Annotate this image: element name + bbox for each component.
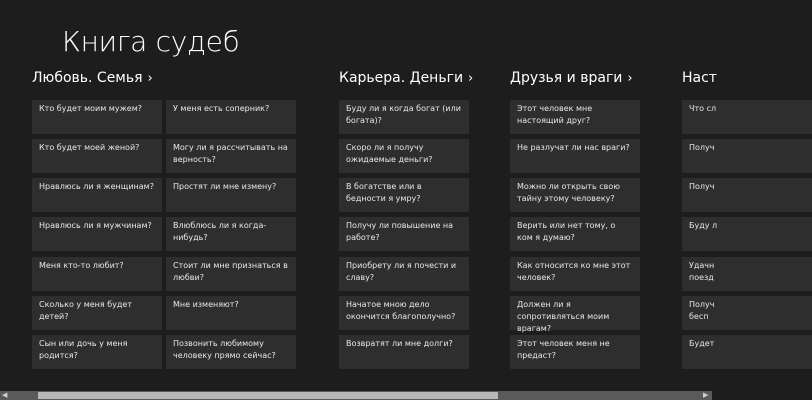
question-label: Кто будет моим мужем? [39,104,142,113]
question-tile[interactable] [510,335,640,369]
app-title: Книга судеб [62,25,240,58]
question-label: Скоро ли я получу ожидаемые деньги? [346,143,433,164]
question-label: Не разлучат ли нас враги? [517,143,630,152]
question-tile[interactable] [32,296,162,330]
question-tile[interactable] [166,257,296,291]
question-tile[interactable] [339,296,469,330]
question-label: Можно ли открыть свою тайну этому человеку? [517,182,620,203]
question-tile[interactable] [166,296,296,330]
question-tile[interactable] [32,217,162,251]
scrollbar-thumb[interactable] [38,392,498,399]
question-tile[interactable] [510,100,640,134]
question-tile[interactable] [166,139,296,173]
question-tile[interactable] [682,178,812,212]
question-label-line2: бесп [689,312,709,321]
question-tile[interactable] [510,139,640,173]
section-header-0[interactable] [32,70,153,86]
chevron-right-icon: › [468,71,474,86]
question-tile[interactable] [339,178,469,212]
question-label: Будет [689,339,715,348]
question-label: Возвратят ли мне долги? [346,339,453,348]
question-tile[interactable] [510,178,640,212]
question-label: Меня кто-то любит? [39,261,124,270]
question-label: Этот человек мне настоящий друг? [517,104,593,125]
question-label: Начатое мною дело окончится благополучно? [346,300,456,321]
question-tile[interactable] [166,217,296,251]
question-label: Буду л [689,221,718,230]
question-tile[interactable] [339,335,469,369]
question-tile[interactable] [682,335,812,369]
question-tile[interactable] [682,296,812,330]
section-header-2[interactable] [510,70,633,86]
question-tile[interactable] [682,100,812,134]
section-header-label: Карьера. Деньги [339,70,464,86]
question-label: Что сл [689,104,717,113]
question-tile[interactable] [32,257,162,291]
question-tile[interactable] [32,178,162,212]
question-label: Кто будет моей женой? [39,143,140,152]
question-tile[interactable] [682,139,812,173]
section-header-3[interactable] [682,70,717,86]
question-tile[interactable] [32,100,162,134]
chevron-right-icon: › [627,71,633,86]
question-label: Нравлюсь ли я женщинам? [39,182,154,191]
question-tile[interactable] [32,335,162,369]
question-tile[interactable] [339,100,469,134]
question-tile[interactable] [166,178,296,212]
question-label: Удачн [689,261,715,270]
question-label: Получ [689,300,715,309]
section-header-label: Друзья и враги [510,70,623,86]
question-label: В богатстве или в бедности я умру? [346,182,422,203]
question-label: Мне изменяют? [173,300,239,309]
question-tile[interactable] [166,100,296,134]
question-label: Нравлюсь ли я мужчинам? [39,221,152,230]
question-tile[interactable] [339,139,469,173]
question-tile[interactable] [32,139,162,173]
question-tile[interactable] [510,257,640,291]
question-label: У меня есть соперник? [173,104,270,113]
question-tile[interactable] [339,257,469,291]
arrow-right-icon[interactable]: ▶ [703,391,709,399]
question-label: Приобрету ли я почести и славу? [346,261,457,282]
question-label: Стоит ли мне признаться в любви? [173,261,288,282]
question-label: Этот человек меня не предаст? [517,339,610,360]
question-tile[interactable] [166,335,296,369]
question-tile[interactable] [510,296,640,333]
section-header-label: Наст [682,70,717,86]
question-label: Получу ли повышение на работе? [346,221,454,242]
question-label: Могу ли я рассчитывать на верность? [173,143,288,164]
question-label-line2: поезд [689,273,714,282]
question-tile[interactable] [339,217,469,251]
question-label: Сколько у меня будет детей? [39,300,133,321]
question-label: Сын или дочь у меня родится? [39,339,128,360]
section-header-label: Любовь. Семья [32,70,143,86]
arrow-left-icon[interactable]: ◀ [2,391,8,399]
question-label: Верить или нет тому, о ком я думаю? [517,221,616,242]
question-tile[interactable] [682,257,812,291]
question-label: Должен ли я сопротивляться моим врагам? [517,300,610,333]
question-label: Позвонить любимому человеку прямо сейчас? [173,339,276,360]
question-label: Влюблюсь ли я когда-нибудь? [173,221,267,242]
question-tile[interactable] [682,217,812,251]
question-label: Получ [689,143,715,152]
chevron-right-icon: › [147,71,153,86]
section-header-1[interactable] [339,70,473,86]
question-tile[interactable] [510,217,640,251]
question-label: Простят ли мне измену? [173,182,277,191]
question-label: Как относится ко мне этот человек? [517,261,631,282]
question-label: Буду ли я когда богат (или богата)? [346,104,461,125]
question-label: Получ [689,182,715,191]
